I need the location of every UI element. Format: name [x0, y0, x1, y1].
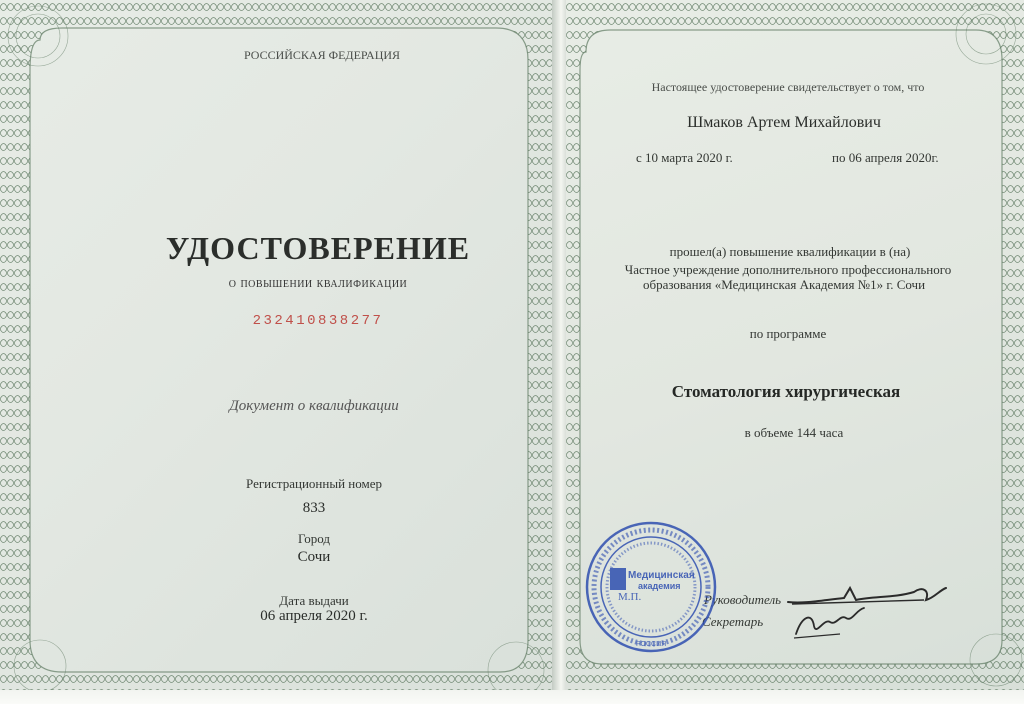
stamp-logo-line2: академия: [638, 581, 681, 591]
holder-full-name: Шмаков Артем Михайлович: [687, 114, 881, 131]
country-label: РОССИЙСКАЯ ФЕДЕРАЦИЯ: [243, 48, 401, 62]
registration-label: Регистрационный номер: [246, 476, 382, 491]
director-label: Руководитель: [704, 592, 782, 607]
bottom-edge: [0, 690, 1024, 704]
serial-number: 232410838277: [252, 313, 384, 329]
secretary-signature: [790, 604, 870, 644]
city-label: Город: [297, 531, 331, 546]
certifies-text: Настоящее удостоверение свидетельствует о том, что: [651, 80, 925, 94]
issue-date-label: Дата выдачи: [279, 593, 349, 608]
city-value: Сочи: [297, 549, 331, 565]
period-from: с 10 марта 2020 г.: [636, 150, 733, 165]
institution-line2: образования «Медицинская Академия №1» г. Сочи: [642, 277, 926, 292]
document-title: УДОСТОВЕРЕНИЕ: [165, 230, 471, 266]
stamp-logo-line1: Медицинская: [628, 570, 695, 581]
program-name: Стоматология хирургическая: [671, 382, 901, 401]
stamp-mp-label: М.П.: [618, 591, 642, 603]
stamp-ring-bottom: РОССИЯ: [636, 641, 667, 648]
program-volume: в объеме 144 часа: [744, 425, 844, 440]
institution-line1: Частное учреждение дополнительного профессионального: [624, 262, 952, 277]
registration-number: 833: [302, 500, 326, 516]
completed-text: прошел(а) повышение квалификации в (на): [669, 244, 911, 259]
academy-logo-icon: [610, 568, 626, 590]
program-label: по программе: [749, 326, 827, 341]
secretary-label: Секретарь: [702, 614, 764, 629]
period-to: по 06 апреля 2020г.: [832, 150, 939, 165]
document-type: Документ о квалификации: [229, 398, 399, 414]
official-stamp: [584, 520, 718, 654]
document-subtitle: о повышении квалификации: [228, 276, 408, 291]
issue-date-value: 06 апреля 2020 г.: [260, 608, 368, 624]
